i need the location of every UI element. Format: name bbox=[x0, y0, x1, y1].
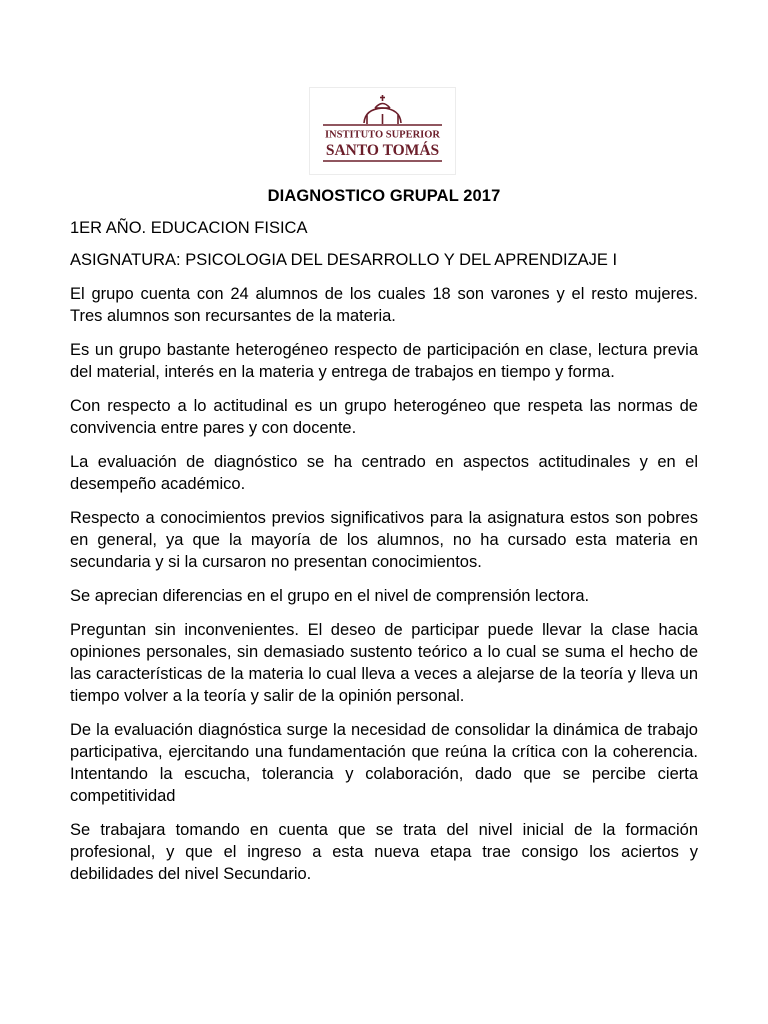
subject-line: ASIGNATURA: PSICOLOGIA DEL DESARROLLO Y DEL APRENDIZAJE I bbox=[70, 251, 618, 269]
logo-text-line2: SANTO TOMÁS bbox=[325, 142, 440, 159]
paragraph-prior-knowledge: Respecto a conocimientos previos significativos para la asignatura estos son pobres en general, ya que la mayoría de los alumnos, no ha cursado esta materia en secundaria y si la cursaron no presentan conocimientos. bbox=[70, 509, 698, 571]
paragraph-approach: Se trabajara tomando en cuenta que se trata del nivel inicial de la formación profesional, y que el ingreso a esta nueva etapa trae consigo los aciertos y debilidades del nivel Secundario. bbox=[70, 821, 698, 883]
institute-logo bbox=[309, 87, 456, 175]
paragraph-heterogeneity: Es un grupo bastante heterogéneo respecto de participación en clase, lectura previa del material, interés en la materia y entrega de trabajos en tiempo y forma. bbox=[70, 341, 698, 381]
dome-emblem bbox=[364, 95, 401, 124]
document-title: DIAGNOSTICO GRUPAL 2017 bbox=[267, 187, 501, 205]
paragraph-attitudinal: Con respecto a lo actitudinal es un grupo heterogéneo que respeta las normas de convivencia entre pares y con docente. bbox=[70, 397, 698, 437]
paragraph-consolidation: De la evaluación diagnóstica surge la necesidad de consolidar la dinámica de trabajo participativa, ejercitando una fundamentación que reúna la crítica con la coherencia. Intentando la escucha, tolerancia y colaboración, dado que se percibe cierta competitividad bbox=[70, 721, 698, 805]
paragraph-participation: Preguntan sin inconvenientes. El deseo de participar puede llevar la clase hacia opiniones personales, sin demasiado sustento teórico a lo cual se suma el hecho de las características de la materia lo cual lleva a veces a alejarse de la teoría y lleva un tiempo volver a la teoría y salir de la opinión personal. bbox=[70, 621, 698, 705]
logo-text-line1: INSTITUTO SUPERIOR bbox=[324, 129, 441, 141]
course-line: 1ER AÑO. EDUCACION FISICA bbox=[70, 219, 308, 237]
institute-logo-graphic bbox=[309, 87, 456, 175]
paragraph-reading-comprehension: Se aprecian diferencias en el grupo en el nivel de comprensión lectora. bbox=[70, 587, 590, 605]
paragraph-evaluation-focus: La evaluación de diagnóstico se ha centrado en aspectos actitudinales y en el desempeño académico. bbox=[70, 453, 698, 493]
document-body bbox=[70, 185, 698, 897]
paragraph-group-size: El grupo cuenta con 24 alumnos de los cuales 18 son varones y el resto mujeres. Tres alumnos son recursantes de la materia. bbox=[70, 285, 698, 325]
